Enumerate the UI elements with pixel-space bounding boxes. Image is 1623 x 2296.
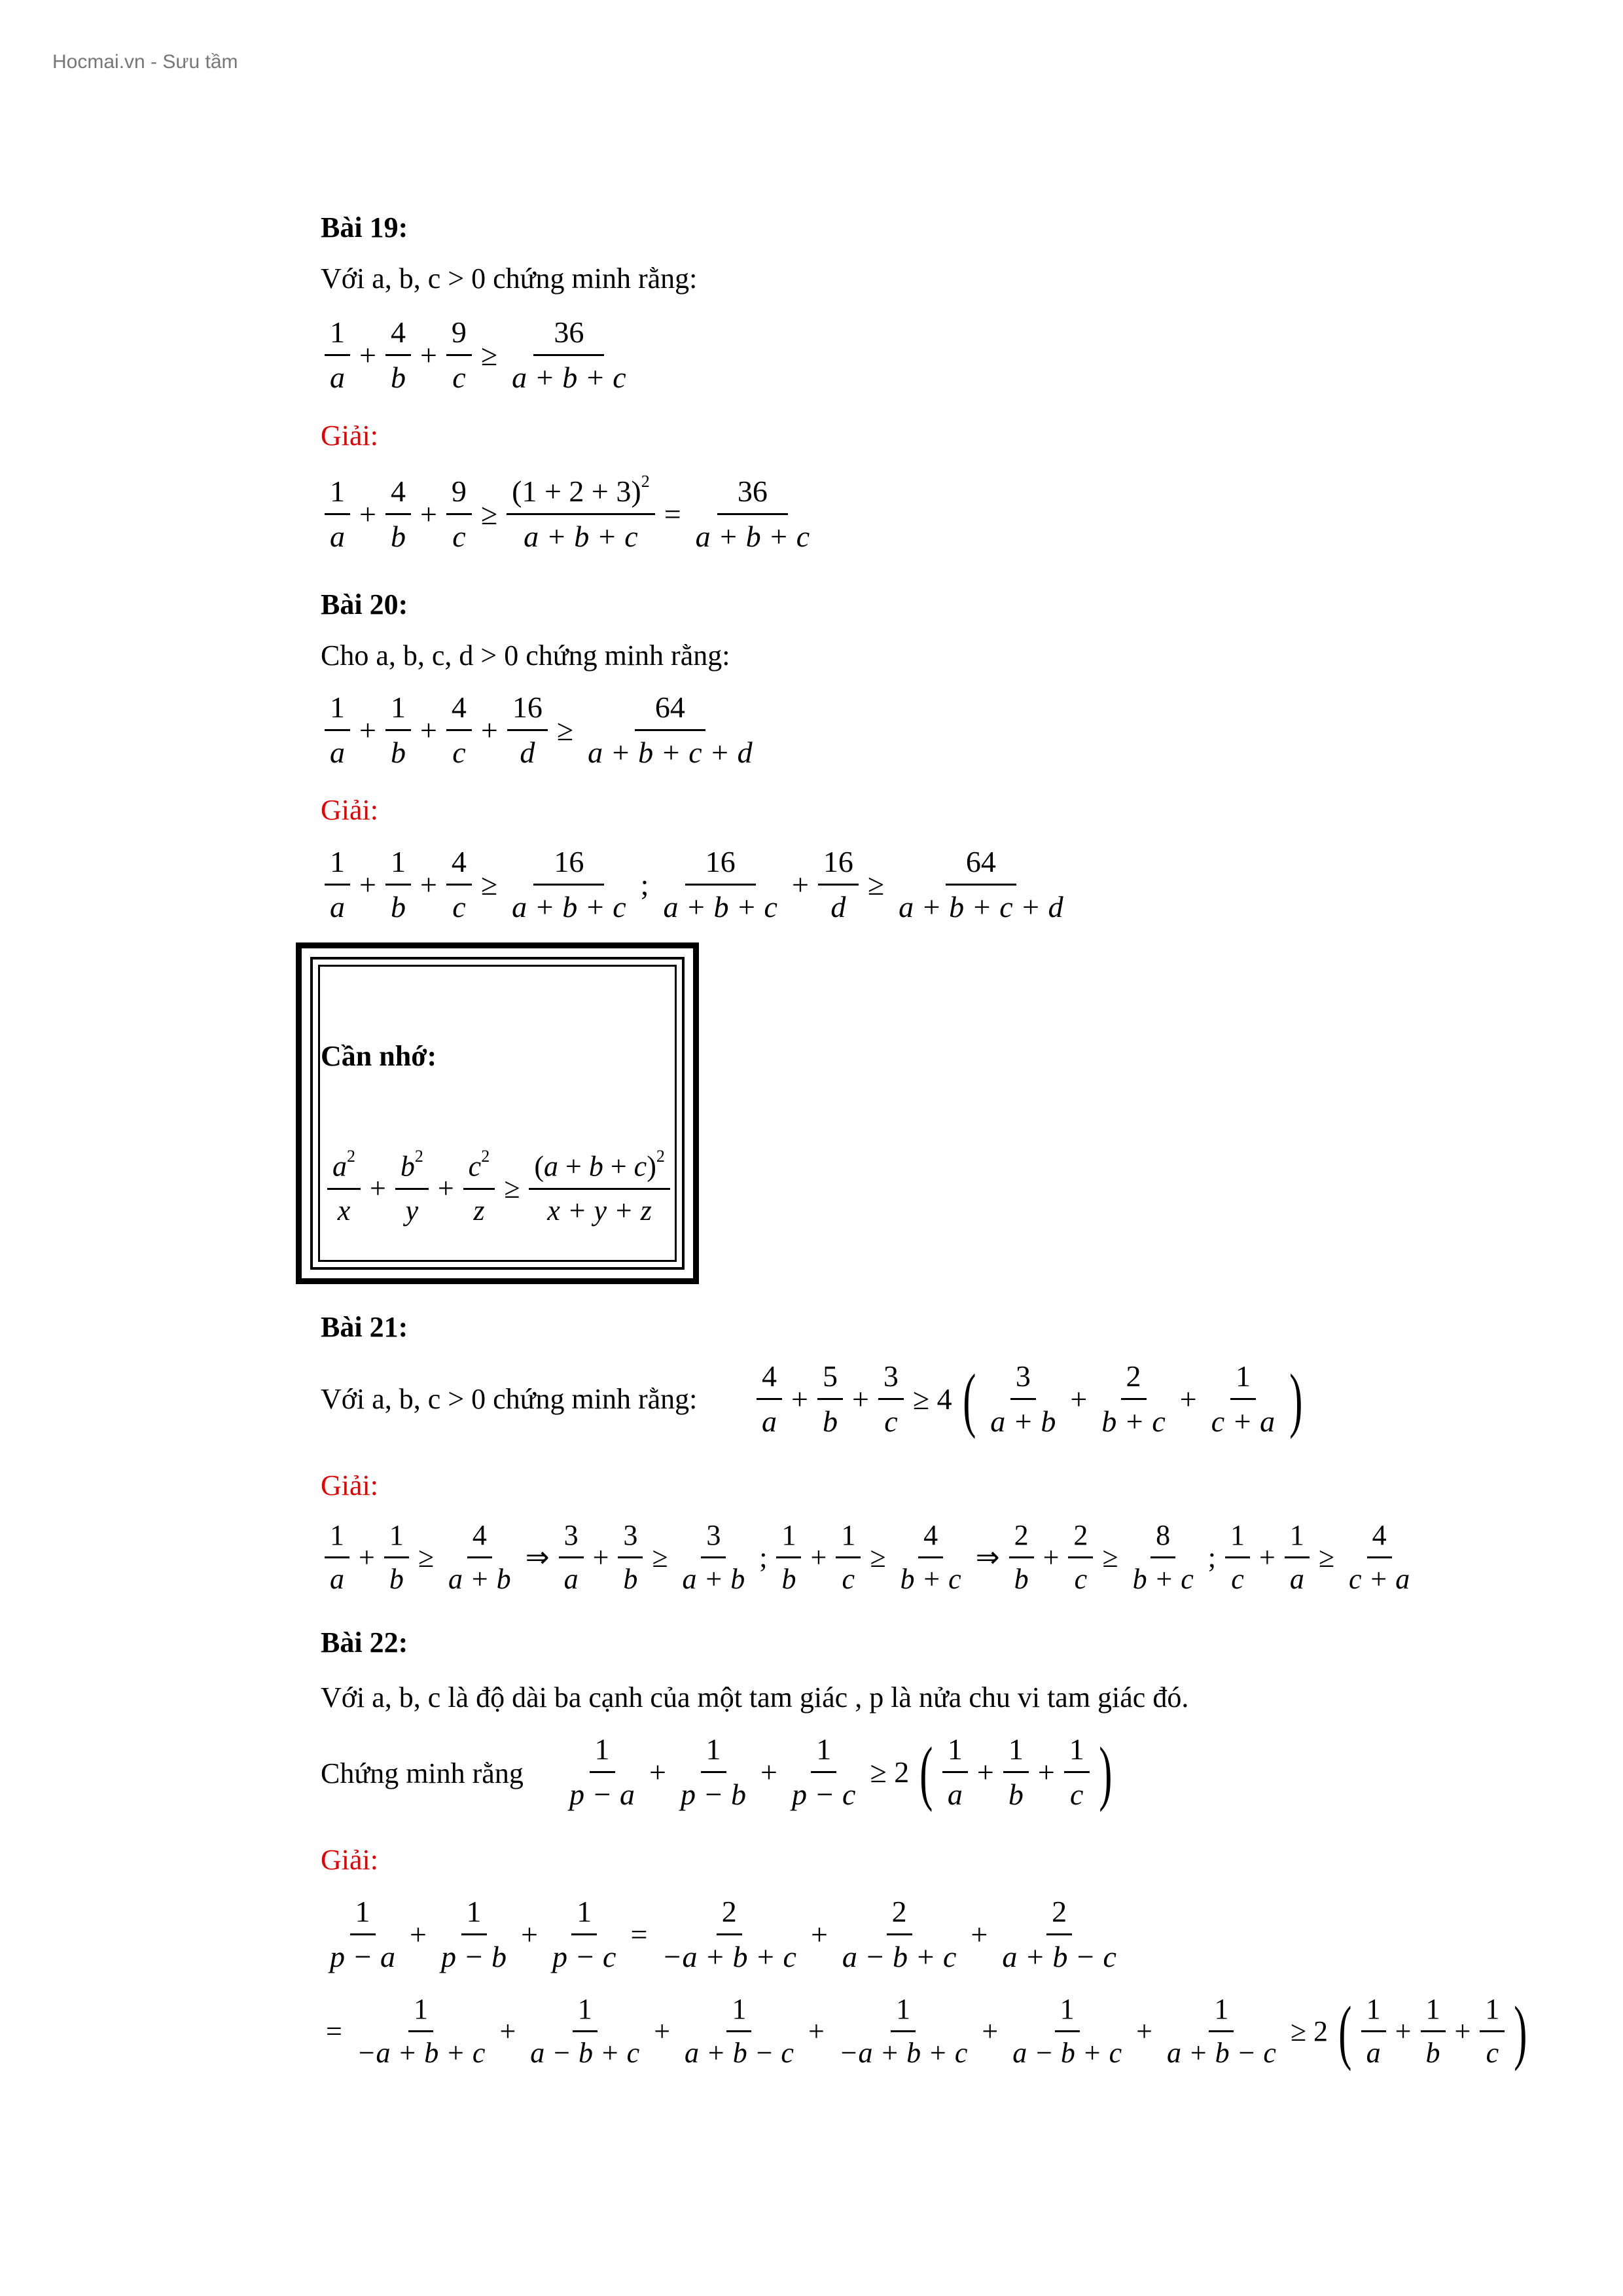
b20-solution: $\frac{1}{a}$ + $\frac{1}{b}$ + $\frac{4}{c}$ ≥ $\frac{16}{a + b + c}$ ; $\frac{16}{a + b + c}$ + $\frac{16}{d}$ ≥ $\frac{64}{a + b + c + d}$: [321, 847, 1073, 922]
b19-title: Bài 19:: [321, 211, 408, 243]
watermark: Hocmai.vn - Sưu tầm: [52, 51, 238, 73]
note-title: Cần nhớ:: [321, 1040, 437, 1072]
b21-solution: $\frac{1}{a}$ + $\frac{1}{b}$ ≥ $\frac{4}{a + b}$ ⇒ $\frac{3}{a}$ + $\frac{3}{b}$ ≥ $\frac{3}{a + b}$ ; $\frac{1}{b}$ + $\frac{1}{c}$ ≥ $\frac{4}{b + c}$ ⇒ $\frac{2}{b}$ + $\frac{2}{c}$ ≥ $\frac{8}{b + c}$ ; $\frac{1}{c}$ + $\frac{1}{a}$ ≥ $\frac{4}{c + a}$: [321, 1521, 1419, 1594]
b21-title: Bài 21:: [321, 1311, 408, 1343]
b22-title: Bài 22:: [321, 1626, 408, 1659]
b21-inequality: $\frac{4}{a}$ + $\frac{5}{b}$ + $\frac{3}{c}$ ≥ 4 ( $\frac{3}{a + b}$ + $\frac{2}{b + c}$ + $\frac{1}{c + a}$ ): [753, 1361, 1308, 1437]
b20-statement: Cho a, b, c, d > 0 chứng minh rằng:: [321, 639, 730, 672]
note-formula: $\frac{a^2}{x}$ + $\frac{b^2}{y}$ + $\frac{c^2}{z}$ ≥ $\frac{(a + b + c)^2}{x + y + z}$: [323, 1152, 674, 1225]
b22-inequality: $\frac{1}{p - a}$ + $\frac{1}{p - b}$ + $\frac{1}{p - c}$ ≥ 2 ( $\frac{1}{a}$ + $\frac{1}{b}$ + $\frac{1}{c}$ ): [569, 1732, 1113, 1812]
b22-solution-label: Giải:: [321, 1844, 378, 1876]
b22-prove-label: Chứng minh rằng: [321, 1757, 524, 1789]
b22-solution-line2: = $\frac{1}{-a + b + c}$ + $\frac{1}{a - b + c}$ + $\frac{1}{a + b - c}$ + $\frac{1}{-a + b + c}$ + $\frac{1}{a - b + c}$ + $\frac{1}{a + b - c}$ ≥ 2 ( $\frac{1}{a}$ + $\frac{1}{b}$ + $\frac{1}{c}$ ): [326, 1991, 1527, 2072]
b19-solution-label: Giải:: [321, 420, 378, 452]
b21-statement: Với a, b, c > 0 chứng minh rằng:: [321, 1383, 698, 1415]
b19-statement: Với a, b, c > 0 chứng minh rằng:: [321, 262, 698, 295]
b22-statement: Với a, b, c là độ dài ba cạnh của một tam giác , p là nửa chu vi tam giác đó.: [321, 1681, 1189, 1713]
b19-solution: $\frac{1}{a}$ + $\frac{4}{b}$ + $\frac{9}{c}$ ≥ $\frac{(1 + 2 + 3)^2}{a + b + c}$ = $\frac{36}{a + b + c}$: [321, 476, 819, 552]
b20-solution-label: Giải:: [321, 794, 378, 826]
b21-solution-label: Giải:: [321, 1469, 378, 1501]
b19-inequality: $\frac{1}{a}$ + $\frac{4}{b}$ + $\frac{9}{c}$ ≥ $\frac{36}{a + b + c}$: [321, 317, 635, 393]
b22-solution-line1: $\frac{1}{p - a}$ + $\frac{1}{p - b}$ + $\frac{1}{p - c}$ = $\frac{2}{-a + b + c}$ + $\frac{2}{a - b + c}$ + $\frac{2}{a + b - c}$: [330, 1895, 1116, 1973]
b20-inequality: $\frac{1}{a}$ + $\frac{1}{b}$ + $\frac{4}{c}$ + $\frac{16}{d}$ ≥ $\frac{64}{a + b + c + d}$: [321, 692, 762, 768]
b20-title: Bài 20:: [321, 588, 408, 620]
